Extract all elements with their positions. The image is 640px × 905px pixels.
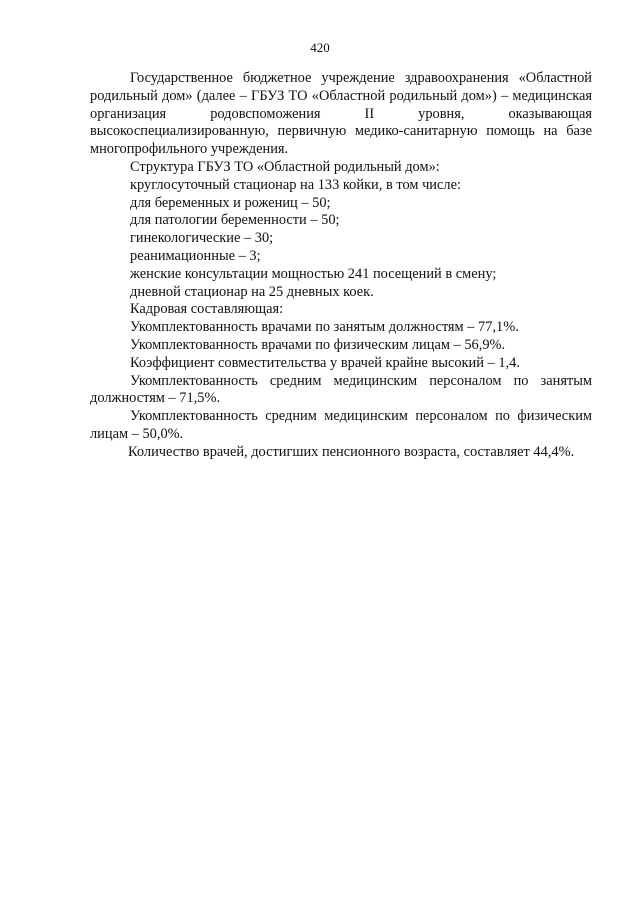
structure-item: дневной стационар на 25 дневных коек.	[130, 283, 374, 300]
staff-item: Укомплектованность врачами по занятым должностям – 77,1%.	[130, 319, 519, 336]
staff-heading: Кадровая составляющая:	[130, 301, 284, 318]
structure-item: гинекологические – 30;	[130, 230, 274, 247]
structure-item: круглосуточный стационар на 133 койки, в том числе:	[130, 176, 461, 193]
structure-item: женские консультации мощностью 241 посещений в смену;	[130, 265, 497, 282]
structure-item: для беременных и рожениц – 50;	[130, 194, 331, 211]
intro-paragraph: Государственное бюджетное учреждение здравоохранения «Областной родильный дом» (далее – ГБУЗ ТО «Областной родильный дом») – медицинская организация родовспоможения II уровня, оказывающая высокоспециализированную, первичную медико-санитарную помощь на базе многопрофильного учреждения.	[90, 70, 592, 158]
document-body	[90, 70, 592, 462]
structure-item: для патологии беременности – 50;	[130, 212, 340, 229]
staff-item: Укомплектованность врачами по физическим лицам – 56,9%.	[130, 336, 506, 353]
structure-heading: Структура ГБУЗ ТО «Областной родильный дом»:	[130, 158, 440, 175]
page-number: 420	[310, 40, 330, 55]
mid-staff-physical-paragraph: Укомплектованность средним медицинским персоналом по физическим лицам – 50,0%.	[90, 408, 592, 442]
retirement-paragraph: Количество врачей, достигших пенсионного возраста, составляет 44,4%.	[128, 443, 575, 460]
mid-staff-occupied-paragraph: Укомплектованность средним медицинским персоналом по занятым должностям – 71,5%.	[90, 372, 592, 407]
structure-item: реанимационные – 3;	[130, 247, 261, 264]
staff-item: Коэффициент совместительства у врачей крайне высокий – 1,4.	[130, 354, 520, 371]
